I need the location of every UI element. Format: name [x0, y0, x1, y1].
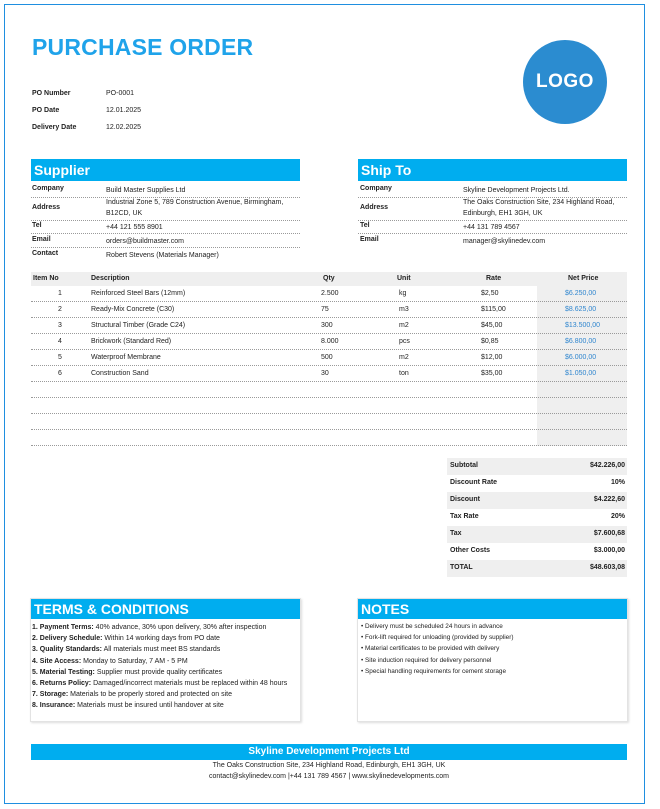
cell-qty: 30 [321, 370, 329, 377]
cell-rate: $2,50 [481, 290, 499, 297]
table-row [31, 414, 627, 430]
items-table-header [31, 272, 627, 286]
note-line: • Fork-lift required for unloading (provided by supplier) [361, 634, 514, 642]
total-row [447, 560, 627, 577]
terms-line-text: Materials must be insured until handover at site [75, 702, 224, 710]
cell-rate: $45,00 [481, 322, 503, 329]
po-date-label: PO Date [32, 107, 60, 114]
shipto-tel-value: +44 131 789 4567 [463, 224, 520, 231]
shipto-email-link[interactable]: manager@skylinedev.com [463, 238, 546, 245]
note-line: • Delivery must be scheduled 24 hours in advance [361, 623, 503, 630]
shipto-tel-label: Tel [360, 222, 370, 229]
cell-net: $6.250,00 [565, 290, 597, 297]
col-qty: Qty [323, 275, 335, 282]
table-row [31, 382, 627, 398]
po-number-label: PO Number [32, 90, 71, 97]
cell-no: 2 [58, 306, 62, 313]
col-description: Description [91, 275, 130, 282]
divider [31, 247, 300, 248]
terms-line-text: 40% advance, 30% upon delivery, 30% after inspection [93, 624, 267, 631]
cell-net: $13.500,00 [565, 322, 601, 329]
shipto-email-label: Email [360, 236, 379, 243]
terms-line-text: Monday to Saturday, 7 AM - 5 PM [81, 657, 188, 665]
cell-no: 1 [58, 290, 62, 297]
po-date-value: 12.01.2025 [106, 107, 142, 114]
delivery-date-label: Delivery Date [32, 124, 77, 131]
page-title: PURCHASE ORDER [32, 34, 254, 60]
shipto-address-label: Address [360, 204, 389, 211]
shipto-address-value: The Oaks Construction Site, 234 Highland Road, Edinburgh, EH1 3GH, UK [463, 199, 615, 217]
total-value: $3.000,00 [593, 547, 625, 554]
table-row [31, 398, 627, 414]
total-value: $4.222,60 [593, 496, 625, 503]
divider [31, 233, 300, 234]
table-row [31, 302, 627, 318]
divider [358, 233, 627, 234]
total-row [447, 475, 627, 492]
po-number-value: PO-0001 [106, 90, 135, 97]
note-line: • Material certificates to be provided with delivery [361, 645, 500, 653]
delivery-date-value: 12.02.2025 [106, 124, 142, 131]
divider [31, 220, 300, 221]
cell-net: $6.000,00 [565, 354, 597, 361]
total-row [447, 492, 627, 509]
notes-heading: NOTES [358, 599, 627, 619]
terms-line-label: 3. Quality Standards: [32, 646, 103, 654]
footer-company: Skyline Development Projects Ltd [31, 744, 627, 760]
total-label: Tax Rate [450, 513, 479, 520]
supplier-email-link[interactable]: orders@buildmaster.com [106, 238, 184, 245]
shipto-company-value: Skyline Development Projects Ltd. [463, 187, 570, 194]
cell-no: 3 [58, 322, 62, 329]
terms-line-label: 8. Insurance: [32, 702, 76, 710]
supplier-tel-value: +44 121 555 8901 [106, 224, 163, 231]
terms-line [32, 669, 222, 676]
supplier-company-value: Build Master Supplies Ltd [106, 187, 186, 194]
total-label: Tax [450, 530, 462, 537]
table-row [31, 366, 627, 382]
terms-line [32, 635, 220, 642]
cell-unit: m3 [399, 306, 409, 313]
total-label: Other Costs [450, 547, 491, 554]
terms-line [32, 680, 287, 687]
ship-to-heading: Ship To [358, 159, 627, 181]
cell-rate: $115,00 [481, 306, 506, 313]
terms-line-text: Damaged/incorrect materials must be replaced within 48 hours [91, 680, 288, 687]
terms-line-label: 1. Payment Terms: [32, 624, 94, 631]
terms-line [32, 691, 232, 698]
cell-unit: pcs [399, 338, 410, 345]
terms-line [32, 624, 266, 631]
divider [358, 220, 627, 221]
total-row [447, 526, 627, 543]
note-line: • Site induction required for delivery personnel [361, 656, 492, 664]
cell-net: $6.800,00 [565, 338, 597, 345]
col-item-no: Item No [33, 275, 59, 282]
terms-line [32, 658, 188, 665]
col-net-price: Net Price [568, 275, 599, 282]
supplier-address-value: Industrial Zone 5, 789 Construction Avenue, Birmingham, B12CD, UK [106, 199, 284, 217]
supplier-heading: Supplier [31, 159, 300, 181]
cell-no: 5 [58, 354, 62, 361]
total-value: $48.603,08 [589, 564, 625, 571]
cell-rate: $35,00 [481, 370, 503, 377]
shipto-company-label: Company [360, 185, 392, 192]
total-value: 20% [610, 513, 625, 520]
terms-line-label: 7. Storage: [32, 691, 69, 699]
cell-net: $1.050,00 [565, 370, 597, 377]
supplier-company-label: Company [32, 185, 64, 192]
cell-qty: 8.000 [321, 338, 339, 345]
terms-line-text: All materials must meet BS standards [102, 646, 221, 654]
terms-line-label: 2. Delivery Schedule: [32, 635, 103, 643]
terms-line-text: Supplier must provide quality certificates [94, 668, 223, 676]
table-row [31, 286, 627, 302]
terms-line-text: Materials to be properly stored and protected on site [68, 691, 233, 699]
total-label: Discount [450, 496, 480, 503]
supplier-email-label: Email [32, 236, 51, 243]
cell-description: Brickwork (Standard Red) [91, 338, 172, 345]
cell-qty: 75 [321, 306, 329, 313]
cell-rate: $12,00 [481, 354, 503, 361]
footer-contact: contact@skylinedev.com |+44 131 789 4567 | www.skylinedevelopments.com [209, 773, 449, 780]
cell-no: 4 [58, 338, 62, 345]
terms-line-label: 6. Returns Policy: [32, 680, 92, 687]
total-label: Subtotal [450, 462, 478, 469]
cell-description: Structural Timber (Grade C24) [91, 322, 186, 329]
total-label: TOTAL [450, 564, 473, 571]
cell-description: Reinforced Steel Bars (12mm) [91, 290, 186, 297]
cell-unit: m2 [399, 354, 409, 361]
logo: LOGO [523, 40, 607, 124]
cell-description: Construction Sand [91, 370, 149, 377]
total-row [447, 543, 627, 560]
supplier-address-label: Address [32, 204, 61, 211]
total-row [447, 509, 627, 526]
total-label: Discount Rate [450, 479, 498, 486]
cell-description: Ready-Mix Concrete (C30) [91, 306, 175, 313]
total-value: $7.600,68 [593, 530, 625, 537]
col-rate: Rate [486, 275, 502, 282]
cell-qty: 500 [321, 354, 333, 361]
total-row [447, 458, 627, 475]
cell-description: Waterproof Membrane [91, 354, 161, 361]
cell-net: $8.625,00 [565, 306, 597, 313]
cell-no: 6 [58, 370, 62, 377]
row-divider [31, 445, 627, 446]
terms-line-label: 4. Site Access: [32, 657, 82, 665]
cell-unit: m2 [399, 322, 409, 329]
total-value: 10% [610, 479, 625, 486]
table-row [31, 430, 627, 446]
terms-line [32, 646, 220, 653]
terms-line [32, 702, 224, 709]
note-line: • Special handling requirements for cement storage [361, 667, 507, 675]
cell-rate: $0,85 [481, 338, 499, 345]
supplier-contact-value: Robert Stevens (Materials Manager) [106, 252, 219, 259]
cell-qty: 2.500 [321, 290, 339, 297]
cell-unit: kg [399, 290, 407, 297]
footer-address: The Oaks Construction Site, 234 Highland Road, Edinburgh, EH1 3GH, UK [212, 762, 446, 769]
table-row [31, 350, 627, 366]
terms-line-label: 5. Material Testing: [32, 668, 95, 676]
terms-line-text: Within 14 working days from PO date [102, 635, 220, 643]
table-row [31, 334, 627, 350]
supplier-contact-label: Contact [32, 250, 59, 257]
cell-unit: ton [399, 370, 409, 377]
cell-qty: 300 [321, 322, 333, 329]
supplier-tel-label: Tel [32, 222, 42, 229]
terms-heading: TERMS & CONDITIONS [31, 599, 300, 619]
table-row [31, 318, 627, 334]
col-unit: Unit [397, 275, 411, 282]
total-value: $42.226,00 [589, 462, 625, 469]
